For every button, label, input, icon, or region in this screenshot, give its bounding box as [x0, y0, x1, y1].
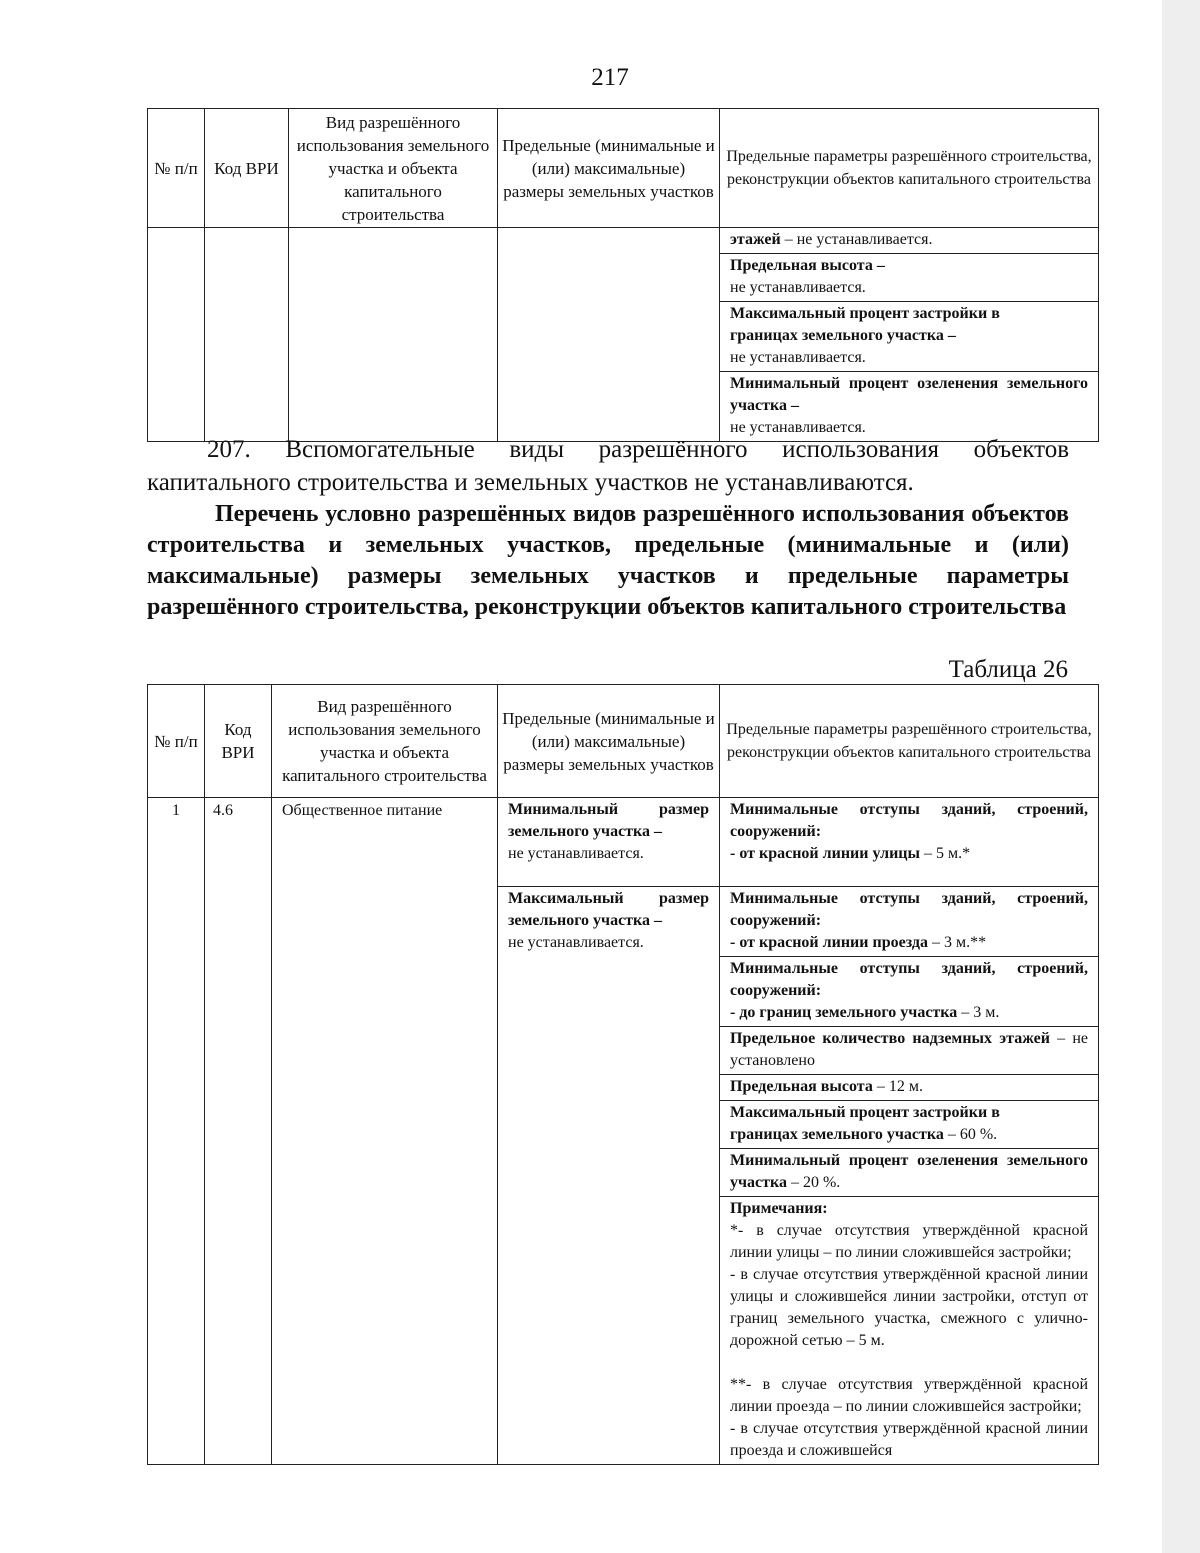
row-use-type: Общественное питание: [272, 798, 498, 1465]
cell-empty: [148, 228, 205, 442]
cell-empty: [205, 228, 289, 442]
notes-title: Примечания:: [730, 1200, 828, 1217]
header-num: № п/п: [148, 685, 205, 798]
param-green-percent: Минимальный процент озеленения земельного участка – не устанавливается.: [730, 375, 1088, 436]
cell-empty: [498, 228, 720, 442]
table-label: Таблица 26: [948, 656, 1068, 683]
page-edge: [1162, 0, 1200, 1553]
header-code: Код ВРИ: [205, 685, 272, 798]
param-floors: этажей – не устанавливается.: [720, 228, 1098, 254]
header-plot-size: Предельные (минимальные и (или) максимальные) размеры земельных участков: [498, 109, 720, 228]
plot-size-cell: [498, 798, 720, 1465]
params-cell: [720, 228, 1099, 442]
page-number: 217: [591, 64, 629, 91]
param-floors: Предельное количество надземных этажей – не установлено: [720, 1027, 1098, 1075]
param-setback-street: Минимальные отступы зданий, строений, сооружений: - от красной линии улицы – 5 м.*: [720, 798, 1098, 887]
note-item: - в случае отсутствия утверждённой красной линии проезда и сложившейся: [730, 1420, 1088, 1459]
param-build-percent: Максимальный процент застройки в границах земельного участка – 60 %.: [720, 1101, 1098, 1149]
header-use-type: Вид разрешённого использования земельного участка и объекта капитального строительства: [272, 685, 498, 798]
notes-block: [720, 1197, 1098, 1464]
row-code: 4.6: [205, 798, 272, 1465]
header-code: Код ВРИ: [205, 109, 289, 228]
cell-empty: [289, 228, 498, 442]
paragraph-207: 207. Вспомогательные виды разрешённого использования объектов капитального строительства и земельных участков не устанавливаются.: [147, 436, 1070, 496]
param-height: Предельная высота – 12 м.: [720, 1075, 1098, 1101]
plot-max: Максимальный размер земельного участка – не устанавливается.: [508, 890, 709, 951]
param-build-percent: Максимальный процент застройки в границах земельного участка – не устанавливается.: [720, 302, 1098, 372]
header-plot-size: Предельные (минимальные и (или) максимальные) размеры земельных участков: [498, 685, 720, 798]
heading-text: Перечень условно разрешённых видов разрешённого использования объектов строительства и земельных участков, предельные (минимальные и (или) максимальные) размеры земельных участков и предельные параметры разрешённого строительства, реконструкции объектов капитального строительства: [147, 501, 1069, 620]
row-num: 1: [148, 798, 205, 1465]
table-continued: [147, 108, 1099, 442]
header-num: № п/п: [148, 109, 205, 228]
param-height: Предельная высота – не устанавливается.: [720, 254, 1098, 302]
section-heading: [147, 499, 1069, 623]
header-params: Предельные параметры разрешённого строительства, реконструкции объектов капитального строительства: [720, 685, 1099, 798]
param-setback-driveway: Минимальные отступы зданий, строений, сооружений: - от красной линии проезда – 3 м.**: [720, 887, 1098, 957]
plot-min: Минимальный размер земельного участка – не устанавливается.: [498, 798, 719, 887]
header-params: Предельные параметры разрешённого строительства, реконструкции объектов капитального строительства: [720, 109, 1099, 228]
table-26: [147, 684, 1099, 1465]
note-item: **- в случае отсутствия утверждённой красной линии проезда – по линии сложившейся застройки;: [730, 1376, 1088, 1415]
note-item: - в случае отсутствия утверждённой красной линии улицы и сложившейся линии застройки, отступ от границ земельного участка, смежного с улично-дорожной сетью – 5 м.: [730, 1266, 1088, 1349]
header-use-type: Вид разрешённого использования земельного участка и объекта капитального строительства: [289, 109, 498, 228]
param-setback-boundary: Минимальные отступы зданий, строений, сооружений: - до границ земельного участка – 3 м.: [720, 957, 1098, 1027]
param-green-percent: Минимальный процент озеленения земельного участка – 20 %.: [720, 1149, 1098, 1197]
params-cell: [720, 798, 1099, 1465]
note-item: *- в случае отсутствия утверждённой красной линии улицы – по линии сложившейся застройки;: [730, 1222, 1088, 1261]
